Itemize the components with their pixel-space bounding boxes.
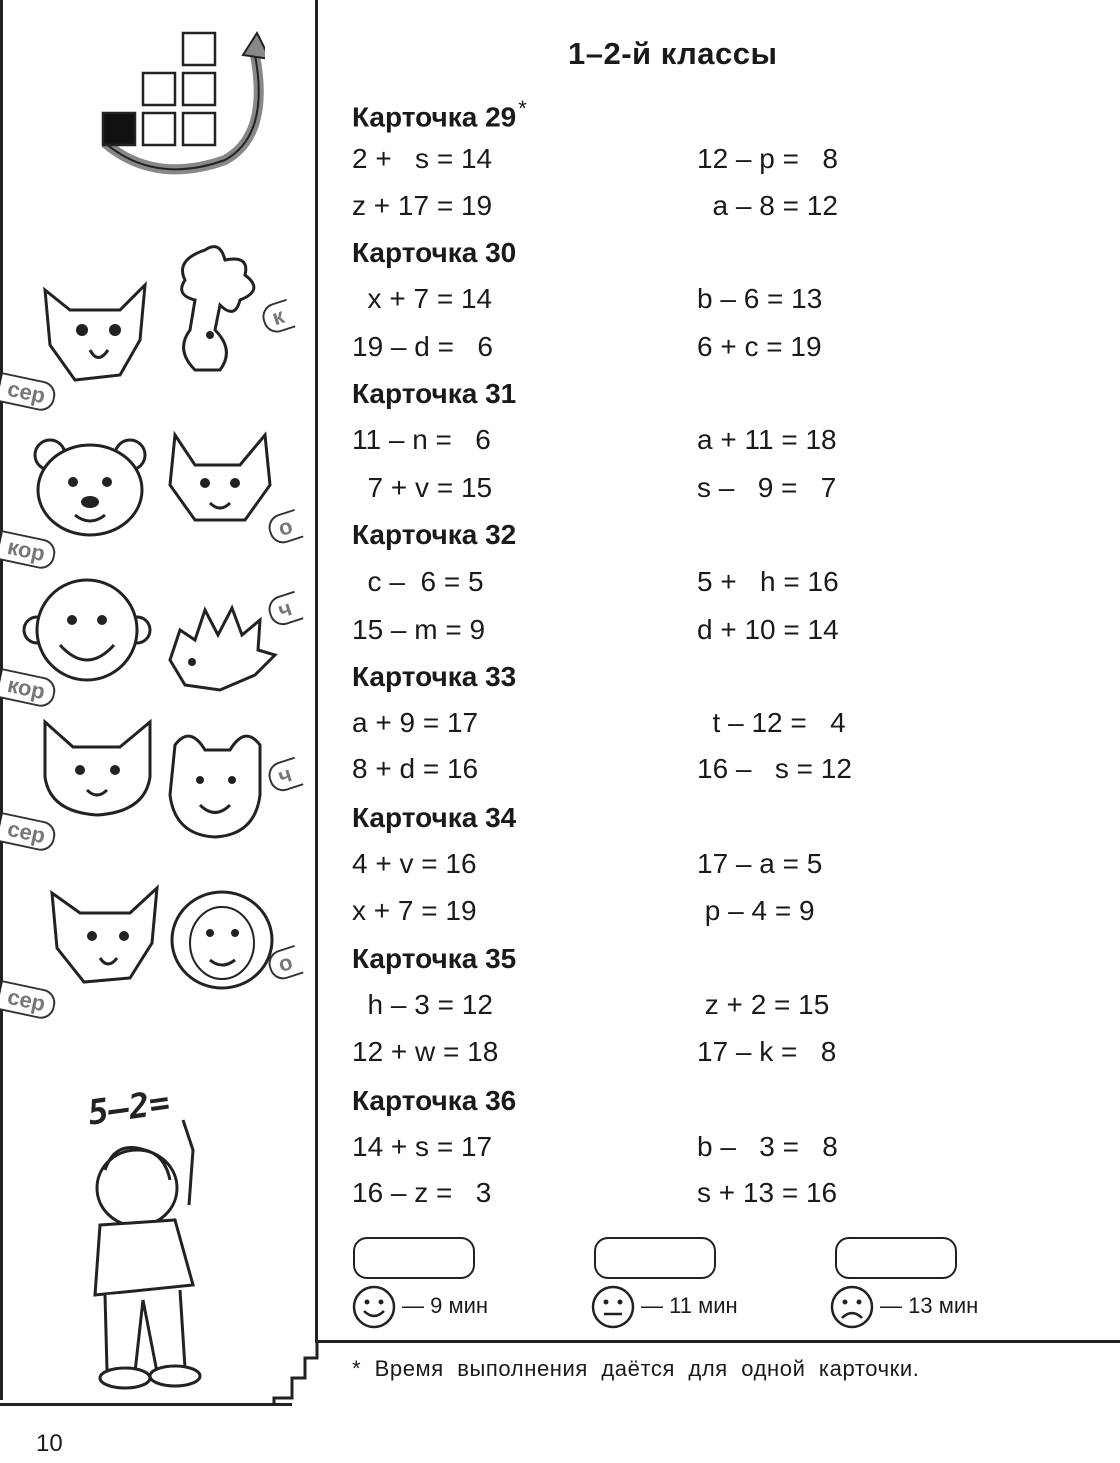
left-border [0,0,3,1400]
equation: x + 7 = 14 [352,283,493,314]
syllable-tag: о [265,945,304,983]
syllable-tag: сер [0,812,58,853]
equation: z + 2 = 15 [697,989,830,1020]
equation: a – 8 = 12 [697,190,838,221]
equation: 12 – p = 8 [697,143,838,174]
bear-face-icon [25,430,155,540]
equation: 4 + v = 16 [352,848,477,879]
bottom-border [0,1403,292,1406]
syllable-tag: сер [0,980,58,1021]
syllable-tag: сер [0,372,58,413]
card-title-33: Карточка 33 [352,661,517,692]
syllable-tag: к [259,299,296,336]
cat-face-icon [35,712,160,822]
equation: h – 3 = 12 [352,989,493,1020]
equation: 19 – d = 6 [352,331,493,362]
rooster-icon [165,240,275,380]
equation: a + 11 = 18 [697,424,837,455]
equation: x + 7 = 19 [352,895,477,926]
card-title-29: Карточка 29* [352,96,527,133]
equation: s + 13 = 16 [697,1177,838,1208]
equation: 2 + s = 14 [352,143,493,174]
equation: d + 10 = 14 [697,614,839,645]
equation: c – 6 = 5 [352,566,484,597]
time-box-2[interactable] [594,1237,716,1279]
equation: 7 + v = 15 [352,472,493,503]
equation: 17 – k = 8 [697,1036,837,1067]
page-number: 10 [36,1430,63,1457]
time-box-1[interactable] [353,1237,475,1279]
grid-arrow-logo-icon [95,25,265,180]
sad-face-icon [830,1285,874,1329]
syllable-tag: кор [0,668,58,709]
wolf-face-icon [30,270,160,390]
time-label-1: — 9 мин [402,1293,489,1318]
equation: b – 3 = 8 [697,1131,838,1162]
fox-face-icon [160,425,280,530]
card-title-30: Карточка 30 [352,237,517,268]
card-title-36: Карточка 36 [352,1085,517,1116]
equation: 6 + c = 19 [697,331,822,362]
grade-title: 1–2-й классы [568,36,778,71]
equation: s – 9 = 7 [697,472,837,503]
syllable-tag: ч [265,757,304,795]
equation: z + 17 = 19 [352,190,493,221]
syllable-tag: кор [0,530,58,571]
card-title-35: Карточка 35 [352,943,517,974]
card-title-32: Карточка 32 [352,519,517,550]
equation: b – 6 = 13 [697,283,823,314]
equation: 5 + h = 16 [697,566,839,597]
stairs-decoration [270,1340,320,1406]
equation: 15 – m = 9 [352,614,486,645]
lion-face-icon [165,888,280,993]
time-label-2: — 11 мин [641,1293,738,1318]
column-divider [315,0,318,1342]
card-title-34: Карточка 34 [352,802,517,833]
equation: 8 + d = 16 [352,753,479,784]
monkey-face-icon [22,575,152,690]
time-box-3[interactable] [835,1237,957,1279]
equation: t – 12 = 4 [697,707,846,738]
time-label-3: — 13 мин [880,1293,979,1318]
neutral-face-icon [591,1285,635,1329]
equation: 12 + w = 18 [352,1036,499,1067]
equation: a + 9 = 17 [352,707,479,738]
smile-face-icon [352,1285,396,1329]
footnote: * Время выполнения даётся для одной карточки. [352,1356,920,1381]
card-title-31: Карточка 31 [352,378,517,409]
equation: 11 – n = 6 [352,424,491,455]
equation: 16 – s = 12 [697,753,852,784]
syllable-tag: о [265,509,304,547]
footer-divider [315,1340,1120,1343]
equation: p – 4 = 9 [697,895,815,926]
equation: 16 – z = 3 [352,1177,492,1208]
hedgehog-icon [160,600,280,700]
boy-writing-icon [65,1110,225,1400]
wolf-face-2-icon [42,878,167,988]
syllable-tag: ч [265,591,304,629]
equation: 17 – a = 5 [697,848,823,879]
equation: 14 + s = 17 [352,1131,493,1162]
board-scribble: 5–2= [85,1082,173,1134]
dog-face-icon [160,725,270,850]
